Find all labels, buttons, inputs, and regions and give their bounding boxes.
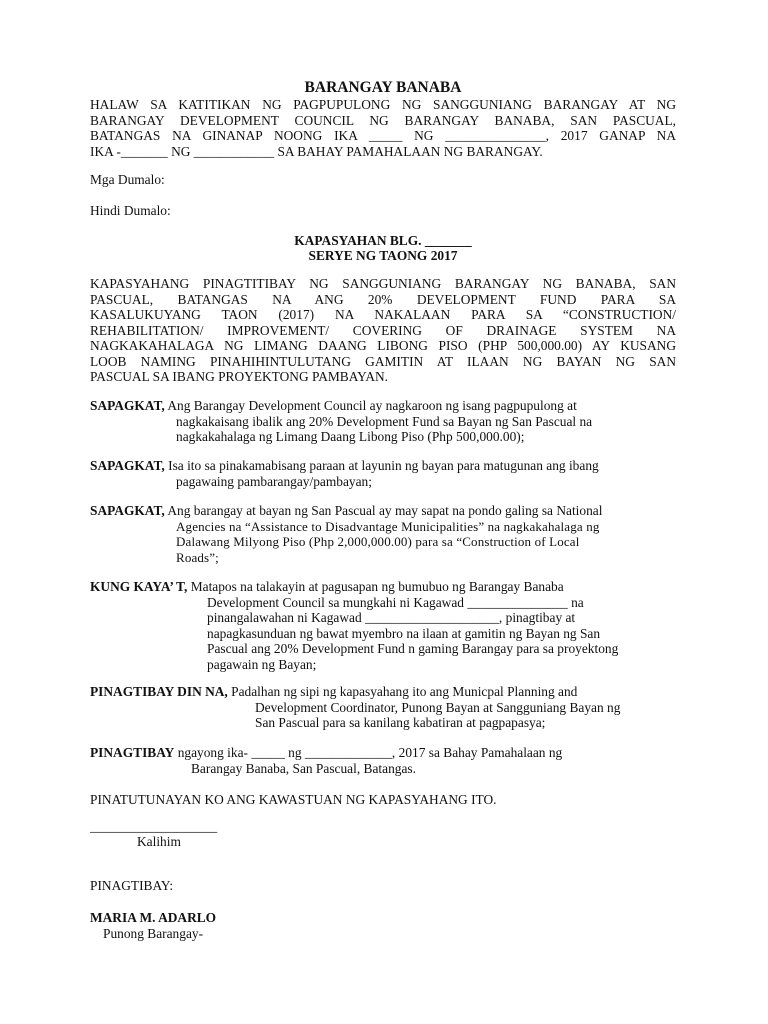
clause-heading: SAPAGKAT,: [90, 398, 165, 413]
clause-heading: PINAGTIBAY: [90, 745, 175, 760]
intro-line: IKA -_______ NG ____________ SA BAHAY PAMAHALAAN NG BARANGAY.: [90, 143, 543, 159]
attendees-present-label: Mga Dumalo:: [90, 172, 165, 187]
clause-line: pagawaing pambarangay/pambayan;: [176, 473, 372, 489]
secretary-signature-line: ___________________: [90, 819, 218, 834]
clause-line: ngayong ika- _____ ng _____________, 2017 sa Bahay Pamahalaan ng: [177, 745, 563, 760]
intro-line: HALAW SA KATITIKAN NG PAGPUPULONG NG SANGGUNIANG BARANGAY AT NG: [90, 97, 676, 112]
clause-line: Padalhan ng sipi ng kapasyahang ito ang Municpal Planning and: [231, 684, 578, 699]
punong-barangay-title: Punong Barangay-: [103, 926, 204, 941]
therefore-clause: [90, 579, 690, 672]
clause-line: Development Coordinator, Punong Bayan at Sangguniang Bayan ng: [255, 699, 621, 715]
clause-line: napagkasunduan ng bawat myembro na ilaan at gamitin ng Bayan ng San: [207, 625, 601, 641]
resolved-further-clause: [90, 684, 690, 731]
whereas-clause-2: [90, 458, 690, 489]
approved-by-label: PINAGTIBAY:: [90, 878, 174, 893]
clause-line: San Pascual para sa kanilang kabatiran at pagpapasya;: [255, 715, 546, 730]
clause-line: pinangalawahan ni Kagawad ____________________, pinagtibay at: [207, 610, 576, 625]
document-title: BARANGAY BANABA: [304, 79, 462, 96]
attendees-absent-label: Hindi Dumalo:: [90, 203, 171, 218]
resolution-summary: [90, 276, 676, 385]
clause-line: Barangay Banaba, San Pascual, Batangas.: [191, 760, 416, 776]
resolution-series: SERYE NG TAONG 2017: [308, 248, 458, 263]
summary-line: KAPASYAHANG PINAGTITIBAY NG SANGGUNIANG BARANGAY NG BANABA, SAN: [90, 276, 676, 291]
punong-barangay-name: MARIA M. ADARLO: [90, 910, 217, 925]
intro-line: BATANGAS NA GINANAP NOONG IKA _____ NG _______________, 2017 GANAP NA: [90, 128, 676, 143]
summary-line: PASCUAL, BATANGAS NA ANG 20% DEVELOPMENT FUND PARA SA: [90, 291, 676, 307]
clause-heading: KUNG KAYA’ T,: [90, 579, 188, 594]
secretary-title: Kalihim: [137, 834, 181, 849]
minutes-intro: [90, 97, 676, 159]
summary-line: LOOB NAMING PINAHIHINTULUTANG GAMITIN AT ILAAN NG BAYAN NG SAN: [90, 353, 676, 369]
summary-line: KASALUKUYANG TAON (2017) NA NAKALAAN PARA SA “CONSTRUCTION/: [90, 307, 676, 322]
clause-line: Development Council sa mungkahi ni Kagawad _______________ na: [207, 594, 584, 610]
clause-line: nagkakaisang ibalik ang 20% Development Fund sa Bayan ng San Pascual na: [176, 413, 593, 429]
clause-line: Ang barangay at bayan ng San Pascual ay may sapat na pondo galing sa National: [167, 503, 603, 518]
summary-line: NAGKAKAHALAGA NG LIMANG DAANG LIBONG PISO (PHP 500,000.00) AY KUSANG: [90, 338, 676, 353]
clause-line: Roads”;: [176, 549, 219, 565]
clause-heading: SAPAGKAT,: [90, 458, 165, 473]
whereas-clause-1: [90, 398, 690, 445]
clause-line: Agencies na “Assistance to Disadvantage Municipalities” na nagkakahalaga ng: [176, 518, 600, 534]
clause-line: Dalawang Milyong Piso (Php 2,000,000.00) para sa “Construction of Local: [176, 534, 580, 549]
summary-line: REHABILITATION/ IMPROVEMENT/ COVERING OF DRAINAGE SYSTEM NA: [90, 322, 676, 338]
clause-line: pagawain ng Bayan;: [207, 656, 317, 672]
clause-line: Ang Barangay Development Council ay nagkaroon ng isang pagpupulong at: [167, 398, 577, 413]
clause-line: nagkakahalaga ng Limang Daang Libong Piso (Php 500,000.00);: [176, 429, 525, 444]
clause-heading: SAPAGKAT,: [90, 503, 165, 518]
clause-heading: PINAGTIBAY DIN NA,: [90, 684, 228, 699]
clause-line: Pascual ang 20% Development Fund n gaming Barangay para sa proyektong: [207, 641, 619, 656]
clause-line: Isa ito sa pinakamabisang paraan at layunin ng bayan para matugunan ang ibang: [168, 458, 599, 473]
certification-statement: PINATUTUNAYAN KO ANG KAWASTUAN NG KAPASYAHANG ITO.: [90, 792, 497, 807]
clause-line: Matapos na talakayin at pagusapan ng bumubuo ng Barangay Banaba: [190, 579, 564, 594]
whereas-clause-3: [90, 503, 690, 565]
approved-clause: [90, 745, 690, 776]
intro-line: BARANGAY DEVELOPMENT COUNCIL NG BARANGAY BANABA, SAN PASCUAL,: [90, 112, 676, 128]
resolution-number: KAPASYAHAN BLG. _______: [294, 233, 472, 248]
summary-line: PASCUAL SA IBANG PROYEKTONG PAMBAYAN.: [90, 369, 389, 384]
